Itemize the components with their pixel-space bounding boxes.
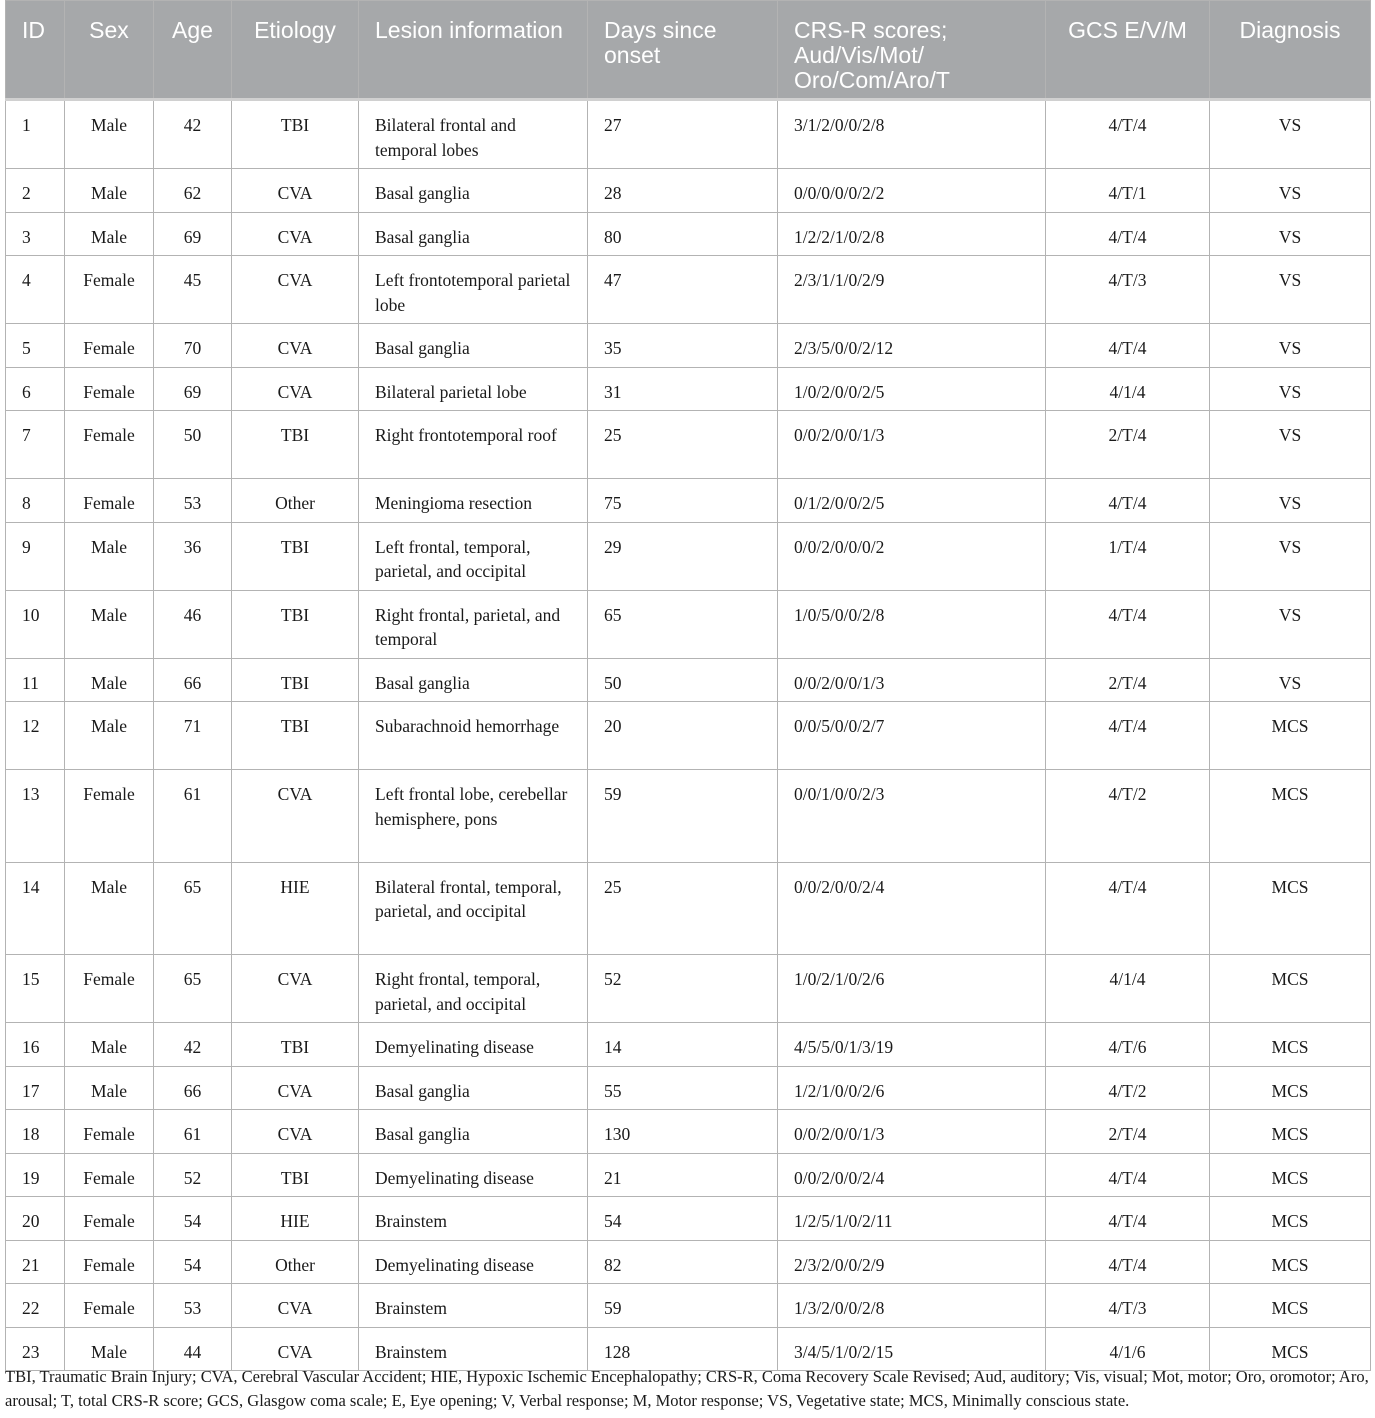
table-row bbox=[6, 256, 1371, 324]
header-gcs: GCS E/V/M bbox=[1046, 1, 1210, 100]
table-row bbox=[6, 955, 1371, 1023]
cell-sex: Female bbox=[65, 367, 154, 411]
cell-id: 2 bbox=[6, 169, 65, 213]
table-row bbox=[6, 590, 1371, 658]
cell-etiology: HIE bbox=[232, 862, 359, 955]
cell-age: 54 bbox=[154, 1197, 232, 1241]
cell-sex: Female bbox=[65, 770, 154, 863]
cell-etiology: CVA bbox=[232, 770, 359, 863]
table-row bbox=[6, 522, 1371, 590]
cell-id: 13 bbox=[6, 770, 65, 863]
cell-gcs: 2/T/4 bbox=[1046, 411, 1210, 479]
cell-sex: Female bbox=[65, 1110, 154, 1154]
cell-id: 16 bbox=[6, 1023, 65, 1067]
cell-sex: Female bbox=[65, 955, 154, 1023]
cell-sex: Male bbox=[65, 169, 154, 213]
cell-sex: Female bbox=[65, 1284, 154, 1328]
cell-crsr: 2/3/5/0/0/2/12 bbox=[778, 324, 1046, 368]
cell-sex: Male bbox=[65, 590, 154, 658]
cell-sex: Male bbox=[65, 212, 154, 256]
header-age: Age bbox=[154, 1, 232, 100]
table-container bbox=[5, 0, 1370, 1371]
cell-age: 69 bbox=[154, 212, 232, 256]
cell-crsr: 2/3/2/0/0/2/9 bbox=[778, 1240, 1046, 1284]
cell-lesion: Left frontotemporal parietal lobe bbox=[359, 256, 588, 324]
cell-id: 21 bbox=[6, 1240, 65, 1284]
cell-lesion: Brainstem bbox=[359, 1327, 588, 1371]
cell-days: 59 bbox=[588, 770, 778, 863]
cell-days: 31 bbox=[588, 367, 778, 411]
header-days: Days since onset bbox=[588, 1, 778, 100]
cell-id: 5 bbox=[6, 324, 65, 368]
cell-days: 14 bbox=[588, 1023, 778, 1067]
cell-days: 54 bbox=[588, 1197, 778, 1241]
cell-gcs: 4/T/4 bbox=[1046, 862, 1210, 955]
table-row bbox=[6, 1327, 1371, 1371]
cell-diagnosis: MCS bbox=[1210, 1284, 1371, 1328]
cell-id: 9 bbox=[6, 522, 65, 590]
cell-diagnosis: VS bbox=[1210, 658, 1371, 702]
table-row bbox=[6, 1240, 1371, 1284]
cell-diagnosis: MCS bbox=[1210, 770, 1371, 863]
table-row bbox=[6, 100, 1371, 169]
table-row bbox=[6, 862, 1371, 955]
cell-days: 80 bbox=[588, 212, 778, 256]
cell-sex: Male bbox=[65, 658, 154, 702]
cell-crsr: 1/2/2/1/0/2/8 bbox=[778, 212, 1046, 256]
table-footnote: TBI, Traumatic Brain Injury; CVA, Cerebral Vascular Accident; HIE, Hypoxic Ischemic Encephalopathy; CRS-R, Coma Recovery Scale Revised; Aud, auditory; Vis, visual; Mot, motor; Oro, oromotor; Aro, arousal; T, total CRS-R score; GCS, Glasgow coma scale; E, Eye opening; V, Verbal response; M, Motor response; VS, Vegetative state; MCS, Minimally conscious state. bbox=[5, 1367, 1369, 1410]
cell-days: 50 bbox=[588, 658, 778, 702]
table-row bbox=[6, 367, 1371, 411]
cell-age: 65 bbox=[154, 955, 232, 1023]
cell-crsr: 0/0/2/0/0/0/2 bbox=[778, 522, 1046, 590]
cell-crsr: 0/0/5/0/0/2/7 bbox=[778, 702, 1046, 770]
cell-crsr: 3/4/5/1/0/2/15 bbox=[778, 1327, 1046, 1371]
cell-lesion: Bilateral frontal, temporal, parietal, and occipital bbox=[359, 862, 588, 955]
cell-lesion: Demyelinating disease bbox=[359, 1153, 588, 1197]
cell-diagnosis: MCS bbox=[1210, 862, 1371, 955]
cell-diagnosis: MCS bbox=[1210, 1066, 1371, 1110]
cell-crsr: 1/0/2/0/0/2/5 bbox=[778, 367, 1046, 411]
table-row bbox=[6, 1110, 1371, 1154]
cell-gcs: 4/T/4 bbox=[1046, 590, 1210, 658]
cell-crsr: 0/0/1/0/0/2/3 bbox=[778, 770, 1046, 863]
cell-sex: Female bbox=[65, 324, 154, 368]
cell-gcs: 4/T/4 bbox=[1046, 1153, 1210, 1197]
cell-etiology: CVA bbox=[232, 1327, 359, 1371]
cell-id: 10 bbox=[6, 590, 65, 658]
cell-id: 18 bbox=[6, 1110, 65, 1154]
cell-etiology: TBI bbox=[232, 522, 359, 590]
cell-age: 54 bbox=[154, 1240, 232, 1284]
cell-lesion: Bilateral parietal lobe bbox=[359, 367, 588, 411]
cell-gcs: 2/T/4 bbox=[1046, 658, 1210, 702]
cell-diagnosis: MCS bbox=[1210, 1197, 1371, 1241]
cell-diagnosis: VS bbox=[1210, 590, 1371, 658]
cell-diagnosis: MCS bbox=[1210, 1153, 1371, 1197]
table-row bbox=[6, 1023, 1371, 1067]
cell-sex: Female bbox=[65, 411, 154, 479]
cell-gcs: 4/T/4 bbox=[1046, 1197, 1210, 1241]
cell-crsr: 4/5/5/0/1/3/19 bbox=[778, 1023, 1046, 1067]
cell-etiology: CVA bbox=[232, 212, 359, 256]
cell-id: 7 bbox=[6, 411, 65, 479]
cell-crsr: 0/1/2/0/0/2/5 bbox=[778, 479, 1046, 523]
cell-age: 65 bbox=[154, 862, 232, 955]
cell-id: 8 bbox=[6, 479, 65, 523]
cell-sex: Female bbox=[65, 1240, 154, 1284]
cell-sex: Male bbox=[65, 1327, 154, 1371]
cell-etiology: CVA bbox=[232, 1284, 359, 1328]
cell-gcs: 1/T/4 bbox=[1046, 522, 1210, 590]
cell-etiology: Other bbox=[232, 479, 359, 523]
cell-sex: Male bbox=[65, 100, 154, 169]
cell-diagnosis: MCS bbox=[1210, 1240, 1371, 1284]
cell-etiology: CVA bbox=[232, 1110, 359, 1154]
cell-sex: Female bbox=[65, 1197, 154, 1241]
cell-age: 69 bbox=[154, 367, 232, 411]
cell-gcs: 4/T/1 bbox=[1046, 169, 1210, 213]
cell-gcs: 4/T/4 bbox=[1046, 100, 1210, 169]
patient-table bbox=[5, 0, 1371, 1371]
cell-diagnosis: VS bbox=[1210, 367, 1371, 411]
cell-diagnosis: MCS bbox=[1210, 1327, 1371, 1371]
cell-lesion: Right frontal, parietal, and temporal bbox=[359, 590, 588, 658]
cell-etiology: CVA bbox=[232, 169, 359, 213]
cell-gcs: 4/T/3 bbox=[1046, 1284, 1210, 1328]
cell-diagnosis: MCS bbox=[1210, 1110, 1371, 1154]
cell-lesion: Demyelinating disease bbox=[359, 1240, 588, 1284]
cell-days: 29 bbox=[588, 522, 778, 590]
cell-days: 25 bbox=[588, 411, 778, 479]
cell-age: 45 bbox=[154, 256, 232, 324]
cell-sex: Female bbox=[65, 479, 154, 523]
cell-id: 15 bbox=[6, 955, 65, 1023]
cell-etiology: CVA bbox=[232, 324, 359, 368]
cell-id: 17 bbox=[6, 1066, 65, 1110]
cell-etiology: CVA bbox=[232, 256, 359, 324]
cell-id: 20 bbox=[6, 1197, 65, 1241]
cell-lesion: Basal ganglia bbox=[359, 212, 588, 256]
cell-diagnosis: VS bbox=[1210, 169, 1371, 213]
cell-lesion: Demyelinating disease bbox=[359, 1023, 588, 1067]
cell-lesion: Bilateral frontal and temporal lobes bbox=[359, 100, 588, 169]
table-row bbox=[6, 702, 1371, 770]
cell-id: 6 bbox=[6, 367, 65, 411]
cell-lesion: Brainstem bbox=[359, 1197, 588, 1241]
cell-id: 1 bbox=[6, 100, 65, 169]
cell-gcs: 4/T/3 bbox=[1046, 256, 1210, 324]
cell-age: 53 bbox=[154, 1284, 232, 1328]
table-row bbox=[6, 169, 1371, 213]
cell-crsr: 0/0/2/0/0/1/3 bbox=[778, 411, 1046, 479]
cell-gcs: 4/T/4 bbox=[1046, 702, 1210, 770]
table-row bbox=[6, 411, 1371, 479]
cell-crsr: 1/0/2/1/0/2/6 bbox=[778, 955, 1046, 1023]
cell-crsr: 2/3/1/1/0/2/9 bbox=[778, 256, 1046, 324]
cell-etiology: CVA bbox=[232, 1066, 359, 1110]
cell-id: 22 bbox=[6, 1284, 65, 1328]
header-sex: Sex bbox=[65, 1, 154, 100]
cell-sex: Male bbox=[65, 522, 154, 590]
cell-etiology: TBI bbox=[232, 411, 359, 479]
cell-diagnosis: VS bbox=[1210, 100, 1371, 169]
cell-diagnosis: VS bbox=[1210, 324, 1371, 368]
cell-crsr: 1/2/1/0/0/2/6 bbox=[778, 1066, 1046, 1110]
table-row bbox=[6, 212, 1371, 256]
cell-id: 23 bbox=[6, 1327, 65, 1371]
cell-days: 65 bbox=[588, 590, 778, 658]
cell-gcs: 4/T/2 bbox=[1046, 770, 1210, 863]
table-row bbox=[6, 1284, 1371, 1328]
cell-id: 3 bbox=[6, 212, 65, 256]
cell-lesion: Meningioma resection bbox=[359, 479, 588, 523]
cell-sex: Male bbox=[65, 702, 154, 770]
cell-age: 71 bbox=[154, 702, 232, 770]
table-row bbox=[6, 770, 1371, 863]
cell-etiology: HIE bbox=[232, 1197, 359, 1241]
cell-lesion: Right frontal, temporal, parietal, and occipital bbox=[359, 955, 588, 1023]
cell-crsr: 0/0/0/0/0/2/2 bbox=[778, 169, 1046, 213]
cell-gcs: 4/T/6 bbox=[1046, 1023, 1210, 1067]
cell-days: 130 bbox=[588, 1110, 778, 1154]
table-row bbox=[6, 479, 1371, 523]
cell-gcs: 4/T/4 bbox=[1046, 479, 1210, 523]
header-id: ID bbox=[6, 1, 65, 100]
cell-sex: Female bbox=[65, 1153, 154, 1197]
cell-gcs: 4/T/4 bbox=[1046, 1240, 1210, 1284]
cell-gcs: 2/T/4 bbox=[1046, 1110, 1210, 1154]
cell-crsr: 3/1/2/0/0/2/8 bbox=[778, 100, 1046, 169]
cell-etiology: TBI bbox=[232, 658, 359, 702]
cell-days: 21 bbox=[588, 1153, 778, 1197]
header-etiology: Etiology bbox=[232, 1, 359, 100]
cell-age: 61 bbox=[154, 770, 232, 863]
cell-etiology: TBI bbox=[232, 590, 359, 658]
cell-days: 128 bbox=[588, 1327, 778, 1371]
cell-crsr: 0/0/2/0/0/1/3 bbox=[778, 1110, 1046, 1154]
cell-days: 75 bbox=[588, 479, 778, 523]
cell-days: 52 bbox=[588, 955, 778, 1023]
table-body bbox=[6, 100, 1371, 1371]
cell-sex: Male bbox=[65, 862, 154, 955]
cell-diagnosis: MCS bbox=[1210, 1023, 1371, 1067]
cell-days: 25 bbox=[588, 862, 778, 955]
cell-sex: Male bbox=[65, 1066, 154, 1110]
cell-age: 53 bbox=[154, 479, 232, 523]
cell-age: 46 bbox=[154, 590, 232, 658]
cell-gcs: 4/T/4 bbox=[1046, 324, 1210, 368]
cell-lesion: Left frontal lobe, cerebellar hemisphere, pons bbox=[359, 770, 588, 863]
cell-age: 42 bbox=[154, 100, 232, 169]
cell-gcs: 4/1/4 bbox=[1046, 367, 1210, 411]
cell-diagnosis: VS bbox=[1210, 479, 1371, 523]
cell-etiology: CVA bbox=[232, 955, 359, 1023]
cell-id: 11 bbox=[6, 658, 65, 702]
cell-lesion: Subarachnoid hemorrhage bbox=[359, 702, 588, 770]
header-diagnosis: Diagnosis bbox=[1210, 1, 1371, 100]
cell-etiology: Other bbox=[232, 1240, 359, 1284]
cell-id: 19 bbox=[6, 1153, 65, 1197]
cell-age: 62 bbox=[154, 169, 232, 213]
cell-etiology: TBI bbox=[232, 702, 359, 770]
cell-sex: Male bbox=[65, 1023, 154, 1067]
table-row bbox=[6, 1197, 1371, 1241]
cell-diagnosis: VS bbox=[1210, 256, 1371, 324]
cell-age: 61 bbox=[154, 1110, 232, 1154]
cell-age: 70 bbox=[154, 324, 232, 368]
cell-lesion: Basal ganglia bbox=[359, 658, 588, 702]
table-row bbox=[6, 1066, 1371, 1110]
table-row bbox=[6, 324, 1371, 368]
cell-age: 50 bbox=[154, 411, 232, 479]
cell-lesion: Brainstem bbox=[359, 1284, 588, 1328]
cell-crsr: 0/0/2/0/0/1/3 bbox=[778, 658, 1046, 702]
cell-diagnosis: VS bbox=[1210, 411, 1371, 479]
cell-id: 4 bbox=[6, 256, 65, 324]
cell-crsr: 1/2/5/1/0/2/11 bbox=[778, 1197, 1046, 1241]
header-crsr: CRS-R scores; Aud/Vis/Mot/ Oro/Com/Aro/T bbox=[778, 1, 1046, 100]
cell-days: 47 bbox=[588, 256, 778, 324]
cell-age: 44 bbox=[154, 1327, 232, 1371]
cell-days: 35 bbox=[588, 324, 778, 368]
cell-sex: Female bbox=[65, 256, 154, 324]
cell-lesion: Left frontal, temporal, parietal, and occipital bbox=[359, 522, 588, 590]
cell-days: 55 bbox=[588, 1066, 778, 1110]
cell-id: 14 bbox=[6, 862, 65, 955]
cell-lesion: Right frontotemporal roof bbox=[359, 411, 588, 479]
cell-diagnosis: VS bbox=[1210, 522, 1371, 590]
cell-etiology: TBI bbox=[232, 1023, 359, 1067]
cell-gcs: 4/1/6 bbox=[1046, 1327, 1210, 1371]
cell-lesion: Basal ganglia bbox=[359, 1066, 588, 1110]
cell-diagnosis: MCS bbox=[1210, 955, 1371, 1023]
cell-days: 20 bbox=[588, 702, 778, 770]
cell-days: 82 bbox=[588, 1240, 778, 1284]
table-row bbox=[6, 1153, 1371, 1197]
cell-etiology: CVA bbox=[232, 367, 359, 411]
cell-crsr: 0/0/2/0/0/2/4 bbox=[778, 862, 1046, 955]
cell-gcs: 4/T/2 bbox=[1046, 1066, 1210, 1110]
cell-crsr: 1/0/5/0/0/2/8 bbox=[778, 590, 1046, 658]
cell-age: 52 bbox=[154, 1153, 232, 1197]
table-header-row bbox=[6, 1, 1371, 100]
cell-gcs: 4/1/4 bbox=[1046, 955, 1210, 1023]
header-lesion: Lesion information bbox=[359, 1, 588, 100]
cell-age: 66 bbox=[154, 658, 232, 702]
cell-lesion: Basal ganglia bbox=[359, 1110, 588, 1154]
cell-diagnosis: VS bbox=[1210, 212, 1371, 256]
cell-lesion: Basal ganglia bbox=[359, 324, 588, 368]
table-row bbox=[6, 658, 1371, 702]
cell-etiology: TBI bbox=[232, 100, 359, 169]
cell-crsr: 0/0/2/0/0/2/4 bbox=[778, 1153, 1046, 1197]
cell-gcs: 4/T/4 bbox=[1046, 212, 1210, 256]
cell-diagnosis: MCS bbox=[1210, 702, 1371, 770]
cell-age: 42 bbox=[154, 1023, 232, 1067]
cell-id: 12 bbox=[6, 702, 65, 770]
cell-etiology: TBI bbox=[232, 1153, 359, 1197]
cell-crsr: 1/3/2/0/0/2/8 bbox=[778, 1284, 1046, 1328]
cell-days: 59 bbox=[588, 1284, 778, 1328]
cell-age: 66 bbox=[154, 1066, 232, 1110]
cell-days: 28 bbox=[588, 169, 778, 213]
cell-days: 27 bbox=[588, 100, 778, 169]
cell-age: 36 bbox=[154, 522, 232, 590]
cell-lesion: Basal ganglia bbox=[359, 169, 588, 213]
